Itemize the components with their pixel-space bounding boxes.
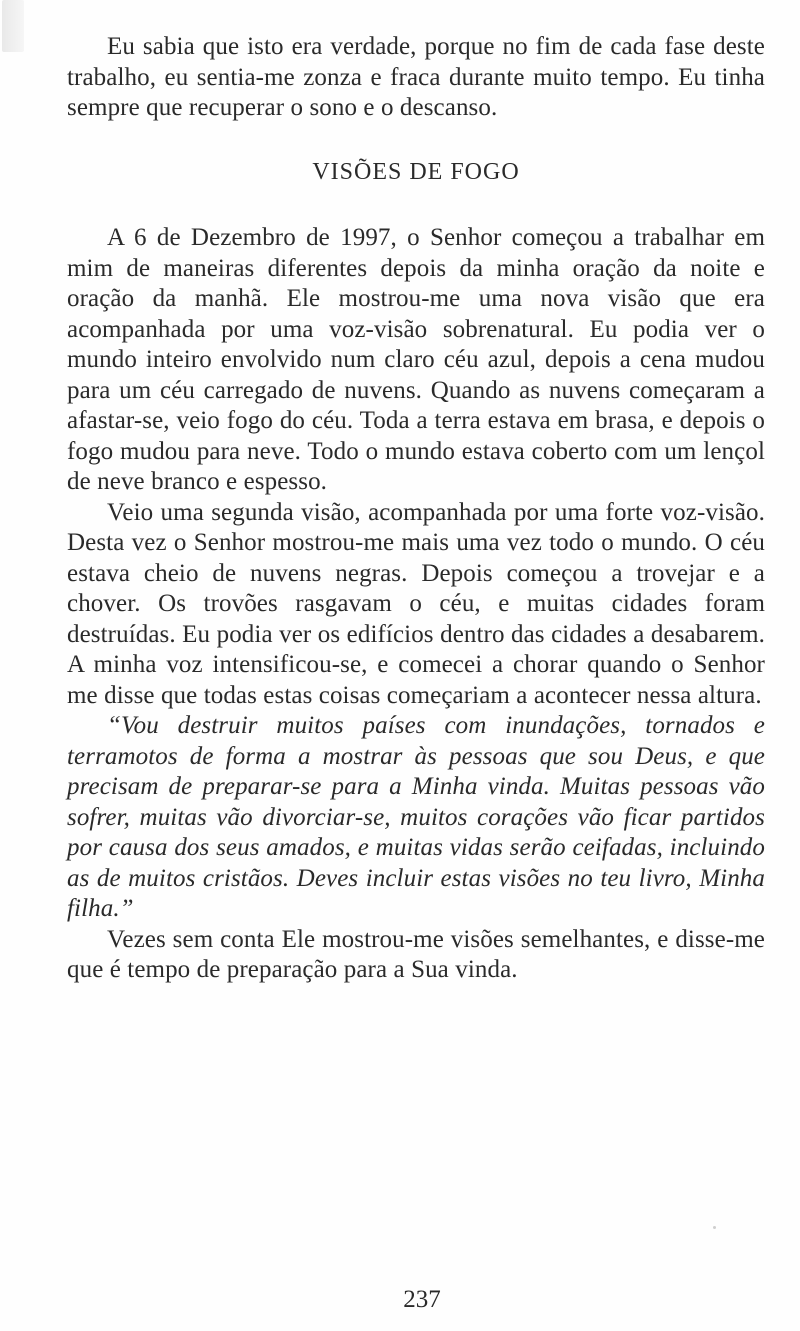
section-title: VISÕES DE FOGO (312, 159, 520, 185)
scan-artifact (2, 0, 24, 52)
section-body (67, 223, 765, 986)
paragraph-2: Veio uma segunda visão, acompanhada por uma forte voz-visão. Desta vez o Senhor mostrou-me mais uma vez todo o mundo. O céu estava cheio de nuvens negras. Depois começou a trovejar e a chover. Os trovões rasgavam o céu, e muitas cidades foram destruídas. Eu podia ver os edifícios dentro das cidades a desabarem. A minha voz intensificou-se, e comecei a chorar quando o Senhor me disse que todas estas coisas começariam a acontecer nessa altura. (67, 498, 765, 709)
scan-speck (713, 1226, 716, 1229)
page-number: 237 (403, 1286, 441, 1313)
paragraph-1: A 6 de Dezembro de 1997, o Senhor começou a trabalhar em mim de maneiras diferentes depois da minha oração da noite e oração da manhã. Ele mostrou-me uma nova visão que era acompanhada por uma voz-visão sobrenatural. Eu podia ver o mundo inteiro envolvido num claro céu azul, depois a cena mudou para um céu carregado de nuvens. Quando as nuvens começaram a afastar-se, veio fogo do céu. Toda a terra estava em brasa, e depois o fogo mudou para neve. Todo o mundo estava coberto com um lençol de neve branco e espesso. (67, 224, 765, 495)
opening-text (67, 32, 765, 124)
paragraph-quote: “Vou destruir muitos países com inundações, tornados e terramotos de forma a mostrar às pessoas que sou Deus, e que precisam de preparar-se para a Minha vinda. Muitas pessoas vão sofrer, muitas vão divorciar-se, muitos corações vão ficar partidos por causa dos seus amados, e muitas vidas serão ceifadas, incluindo as de muitos cristãos. Deves incluir estas visões no teu livro, Minha filha.” (67, 712, 765, 922)
paragraph-4: Vezes sem conta Ele mostrou-me visões semelhantes, e disse-me que é tempo de preparação para a Sua vinda. (67, 925, 765, 983)
paragraph-top: Eu sabia que isto era verdade, porque no fim de cada fase deste trabalho, eu sentia-me zonza e fraca durante muito tempo. Eu tinha sempre que recuperar o sono e o descanso. (67, 33, 765, 121)
